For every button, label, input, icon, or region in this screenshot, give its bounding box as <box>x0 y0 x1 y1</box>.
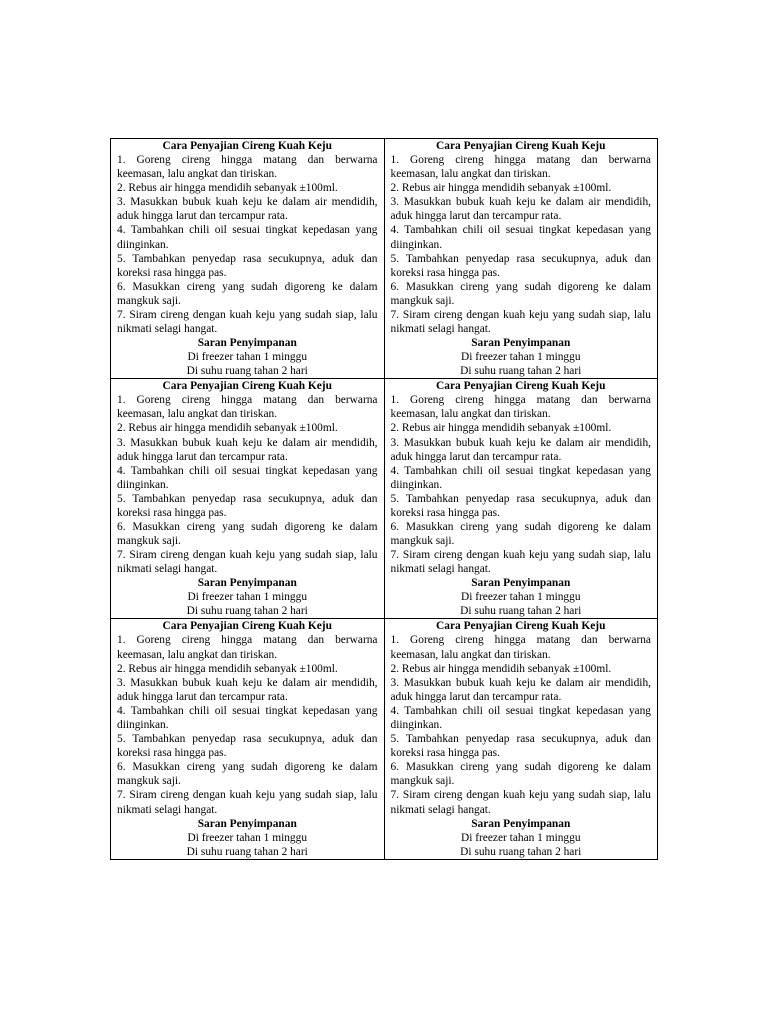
step-1: 1. Goreng cireng hingga matang dan berwarna keemasan, lalu angkat dan tiriskan. <box>117 154 378 181</box>
step-5: 5. Tambahkan penyedap rasa secukupnya, aduk dan koreksi rasa hingga pas. <box>117 252 378 279</box>
label-card <box>111 379 385 619</box>
label-card <box>384 379 658 619</box>
label-sheet-body <box>111 139 658 860</box>
step-6: 6. Masukkan cireng yang sudah digoreng ke dalam mangkuk saji. <box>390 761 651 788</box>
step-5: 5. Tambahkan penyedap rasa secukupnya, aduk dan koreksi rasa hingga pas. <box>390 492 651 519</box>
step-2: 2. Rebus air hingga mendidih sebanyak ±100ml. <box>117 422 338 435</box>
step-1: 1. Goreng cireng hingga matang dan berwarna keemasan, lalu angkat dan tiriskan. <box>390 154 651 181</box>
step-4: 4. Tambahkan chili oil sesuai tingkat kepedasan yang diinginkan. <box>390 704 651 731</box>
storage-room-temp: Di suhu ruang tahan 2 hari <box>186 845 308 858</box>
label-card <box>111 139 385 379</box>
card-title: Cara Penyajian Cireng Kuah Keju <box>436 620 606 633</box>
step-2: 2. Rebus air hingga mendidih sebanyak ±100ml. <box>390 182 612 195</box>
step-7: 7. Siram cireng dengan kuah keju yang sudah siap, lalu nikmati selagi hangat. <box>390 789 651 816</box>
step-1: 1. Goreng cireng hingga matang dan berwarna keemasan, lalu angkat dan tiriskan. <box>117 394 378 421</box>
step-6: 6. Masukkan cireng yang sudah digoreng ke dalam mangkuk saji. <box>117 280 378 307</box>
step-1: 1. Goreng cireng hingga matang dan berwarna keemasan, lalu angkat dan tiriskan. <box>390 634 651 661</box>
step-3: 3. Masukkan bubuk kuah keju ke dalam air mendidih, aduk hingga larut dan tercampur rata. <box>390 436 651 463</box>
label-row <box>111 139 658 379</box>
step-2: 2. Rebus air hingga mendidih sebanyak ±100ml. <box>117 662 338 675</box>
label-card <box>384 619 658 859</box>
step-7: 7. Siram cireng dengan kuah keju yang sudah siap, lalu nikmati selagi hangat. <box>117 549 378 576</box>
step-3: 3. Masukkan bubuk kuah keju ke dalam air mendidih, aduk hingga larut dan tercampur rata. <box>390 196 651 223</box>
step-2: 2. Rebus air hingga mendidih sebanyak ±100ml. <box>390 422 612 435</box>
storage-title: Saran Penyimpanan <box>471 817 571 830</box>
storage-room-temp: Di suhu ruang tahan 2 hari <box>460 365 582 378</box>
storage-freezer: Di freezer tahan 1 minggu <box>187 831 308 844</box>
storage-freezer: Di freezer tahan 1 minggu <box>460 591 581 604</box>
storage-title: Saran Penyimpanan <box>197 817 297 830</box>
label-sheet-table <box>110 138 658 860</box>
storage-freezer: Di freezer tahan 1 minggu <box>460 351 581 364</box>
card-title: Cara Penyajian Cireng Kuah Keju <box>162 620 332 633</box>
step-2: 2. Rebus air hingga mendidih sebanyak ±100ml. <box>117 182 338 195</box>
step-6: 6. Masukkan cireng yang sudah digoreng ke dalam mangkuk saji. <box>390 280 651 307</box>
card-title: Cara Penyajian Cireng Kuah Keju <box>162 380 332 393</box>
storage-title: Saran Penyimpanan <box>471 337 571 350</box>
step-7: 7. Siram cireng dengan kuah keju yang sudah siap, lalu nikmati selagi hangat. <box>390 309 651 336</box>
step-7: 7. Siram cireng dengan kuah keju yang sudah siap, lalu nikmati selagi hangat. <box>390 549 651 576</box>
storage-room-temp: Di suhu ruang tahan 2 hari <box>460 605 582 618</box>
step-3: 3. Masukkan bubuk kuah keju ke dalam air mendidih, aduk hingga larut dan tercampur rata. <box>117 676 378 703</box>
step-4: 4. Tambahkan chili oil sesuai tingkat kepedasan yang diinginkan. <box>390 224 651 251</box>
step-3: 3. Masukkan bubuk kuah keju ke dalam air mendidih, aduk hingga larut dan tercampur rata. <box>117 436 378 463</box>
step-5: 5. Tambahkan penyedap rasa secukupnya, aduk dan koreksi rasa hingga pas. <box>390 252 651 279</box>
storage-freezer: Di freezer tahan 1 minggu <box>460 831 581 844</box>
step-3: 3. Masukkan bubuk kuah keju ke dalam air mendidih, aduk hingga larut dan tercampur rata. <box>390 676 651 703</box>
storage-freezer: Di freezer tahan 1 minggu <box>187 591 308 604</box>
step-7: 7. Siram cireng dengan kuah keju yang sudah siap, lalu nikmati selagi hangat. <box>117 309 378 336</box>
storage-freezer: Di freezer tahan 1 minggu <box>187 351 308 364</box>
storage-room-temp: Di suhu ruang tahan 2 hari <box>460 845 582 858</box>
storage-title: Saran Penyimpanan <box>197 337 297 350</box>
label-row <box>111 379 658 619</box>
card-title: Cara Penyajian Cireng Kuah Keju <box>436 140 606 152</box>
label-row <box>111 619 658 859</box>
step-6: 6. Masukkan cireng yang sudah digoreng ke dalam mangkuk saji. <box>390 521 651 548</box>
card-title: Cara Penyajian Cireng Kuah Keju <box>436 380 606 393</box>
step-6: 6. Masukkan cireng yang sudah digoreng ke dalam mangkuk saji. <box>117 521 378 548</box>
step-7: 7. Siram cireng dengan kuah keju yang sudah siap, lalu nikmati selagi hangat. <box>117 789 378 816</box>
storage-room-temp: Di suhu ruang tahan 2 hari <box>186 605 308 618</box>
step-3: 3. Masukkan bubuk kuah keju ke dalam air mendidih, aduk hingga larut dan tercampur rata. <box>117 196 378 223</box>
storage-room-temp: Di suhu ruang tahan 2 hari <box>186 365 308 378</box>
step-6: 6. Masukkan cireng yang sudah digoreng ke dalam mangkuk saji. <box>117 761 378 788</box>
step-5: 5. Tambahkan penyedap rasa secukupnya, aduk dan koreksi rasa hingga pas. <box>390 733 651 760</box>
step-5: 5. Tambahkan penyedap rasa secukupnya, aduk dan koreksi rasa hingga pas. <box>117 492 378 519</box>
step-1: 1. Goreng cireng hingga matang dan berwarna keemasan, lalu angkat dan tiriskan. <box>117 634 378 661</box>
label-card <box>384 139 658 379</box>
step-1: 1. Goreng cireng hingga matang dan berwarna keemasan, lalu angkat dan tiriskan. <box>390 394 651 421</box>
step-4: 4. Tambahkan chili oil sesuai tingkat kepedasan yang diinginkan. <box>117 224 378 251</box>
storage-title: Saran Penyimpanan <box>471 577 571 590</box>
step-4: 4. Tambahkan chili oil sesuai tingkat kepedasan yang diinginkan. <box>117 464 378 491</box>
step-2: 2. Rebus air hingga mendidih sebanyak ±100ml. <box>390 662 612 675</box>
step-4: 4. Tambahkan chili oil sesuai tingkat kepedasan yang diinginkan. <box>117 704 378 731</box>
step-5: 5. Tambahkan penyedap rasa secukupnya, aduk dan koreksi rasa hingga pas. <box>117 733 378 760</box>
label-card <box>111 619 385 859</box>
step-4: 4. Tambahkan chili oil sesuai tingkat kepedasan yang diinginkan. <box>390 464 651 491</box>
card-title: Cara Penyajian Cireng Kuah Keju <box>162 140 332 152</box>
storage-title: Saran Penyimpanan <box>197 577 297 590</box>
